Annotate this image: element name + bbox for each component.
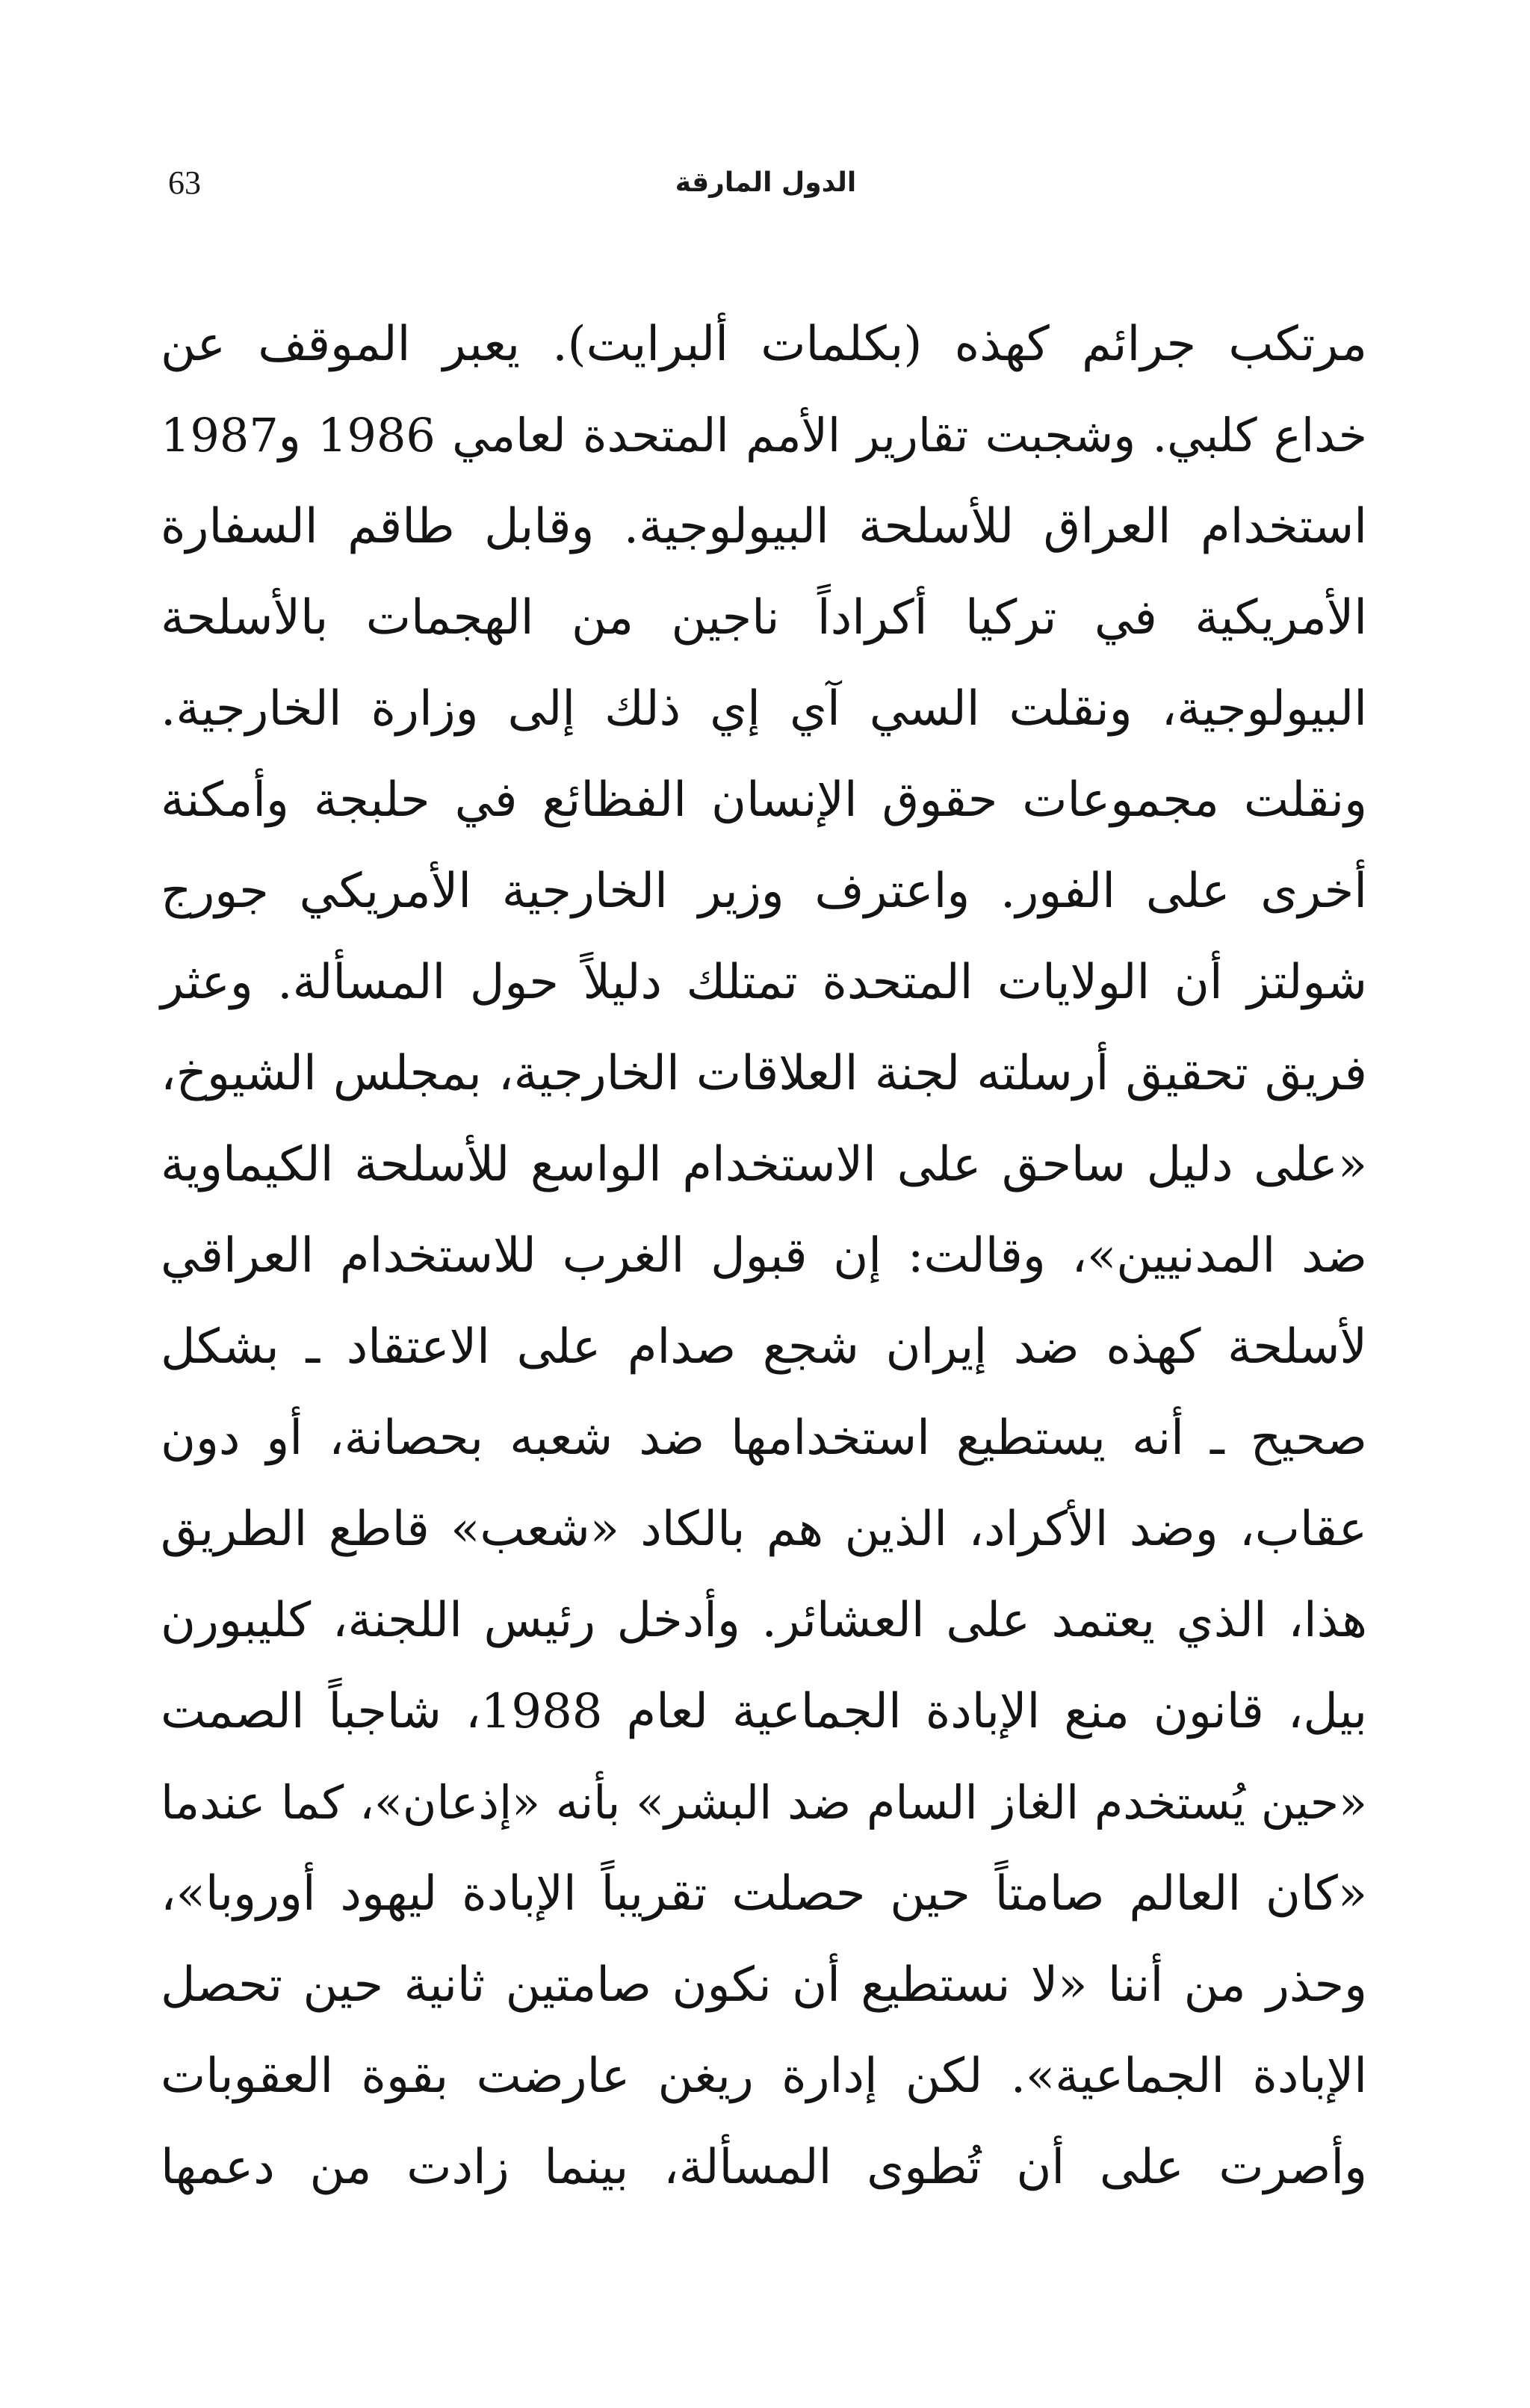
text-line: «حين يُستخدم الغاز السام ضد البشر» بأنه «إذعان»، كما عندما: [161, 1775, 1367, 1830]
page-number: 63: [168, 164, 201, 201]
text-line: لأسلحة كهذه ضد إيران شجع صدام على الاعتقاد ـ بشكل: [161, 1319, 1367, 1375]
text-line: الأمريكية في تركيا أكراداً ناجين من الهجمات بالأسلحة: [161, 590, 1367, 646]
text-line: صحيح ـ أنه يستطيع استخدامها ضد شعبه بحصانة، أو دون: [161, 1411, 1367, 1466]
text-line: ونقلت مجموعات حقوق الإنسان الفظائع في حلبجة وأمكنة: [161, 773, 1367, 828]
text-line: خداع كلبي. وشجبت تقارير الأمم المتحدة لعامي 1986 و1987: [161, 408, 1367, 462]
text-line: عقاب، وضد الأكراد، الذين هم بالكاد «شعب» قاطع الطريق: [161, 1502, 1367, 1557]
text-line: مرتكب جرائم كهذه (بكلمات ألبرايت). يعبر الموقف عن: [161, 317, 1367, 372]
text-line: أخرى على الفور. واعترف وزير الخارجية الأمريكي جورج: [161, 864, 1367, 919]
text-line: «كان العالم صامتاً حين حصلت تقريباً الإبادة ليهود أوروبا»،: [161, 1866, 1367, 1922]
text-line: هذا، الذي يعتمد على العشائر. وأدخل رئيس اللجنة، كليبورن: [161, 1593, 1367, 1648]
text-line: بيل، قانون منع الإبادة الجماعية لعام 1988، شاجباً الصمت: [161, 1684, 1367, 1739]
text-line: الإبادة الجماعية». لكن إدارة ريغن عارضت بقوة العقوبات: [161, 2049, 1367, 2104]
body-text: [161, 299, 1367, 2213]
text-line: «على دليل ساحق على الاستخدام الواسع للأسلحة الكيماوية: [161, 1137, 1367, 1192]
page-header: [168, 153, 1363, 213]
text-line: استخدام العراق للأسلحة البيولوجية. وقابل طاقم السفارة: [161, 499, 1367, 554]
text-line: البيولوجية، ونقلت السي آي إي ذلك إلى وزارة الخارجية.: [161, 681, 1367, 737]
text-line: شولتز أن الولايات المتحدة تمتلك دليلاً حول المسألة. وعثر: [161, 955, 1367, 1010]
text-line: وأصرت على أن تُطوى المسألة، بينما زادت من دعمها: [161, 2140, 1367, 2195]
running-title: الدول المارقة: [675, 167, 857, 198]
text-line: وحذر من أننا «لا نستطيع أن نكون صامتين ثانية حين تحصل: [161, 1957, 1367, 2013]
text-line: فريق تحقيق أرسلته لجنة العلاقات الخارجية، بمجلس الشيوخ،: [161, 1046, 1367, 1101]
text-line: ضد المدنيين»، وقالت: إن قبول الغرب للاستخدام العراقي: [161, 1228, 1368, 1284]
